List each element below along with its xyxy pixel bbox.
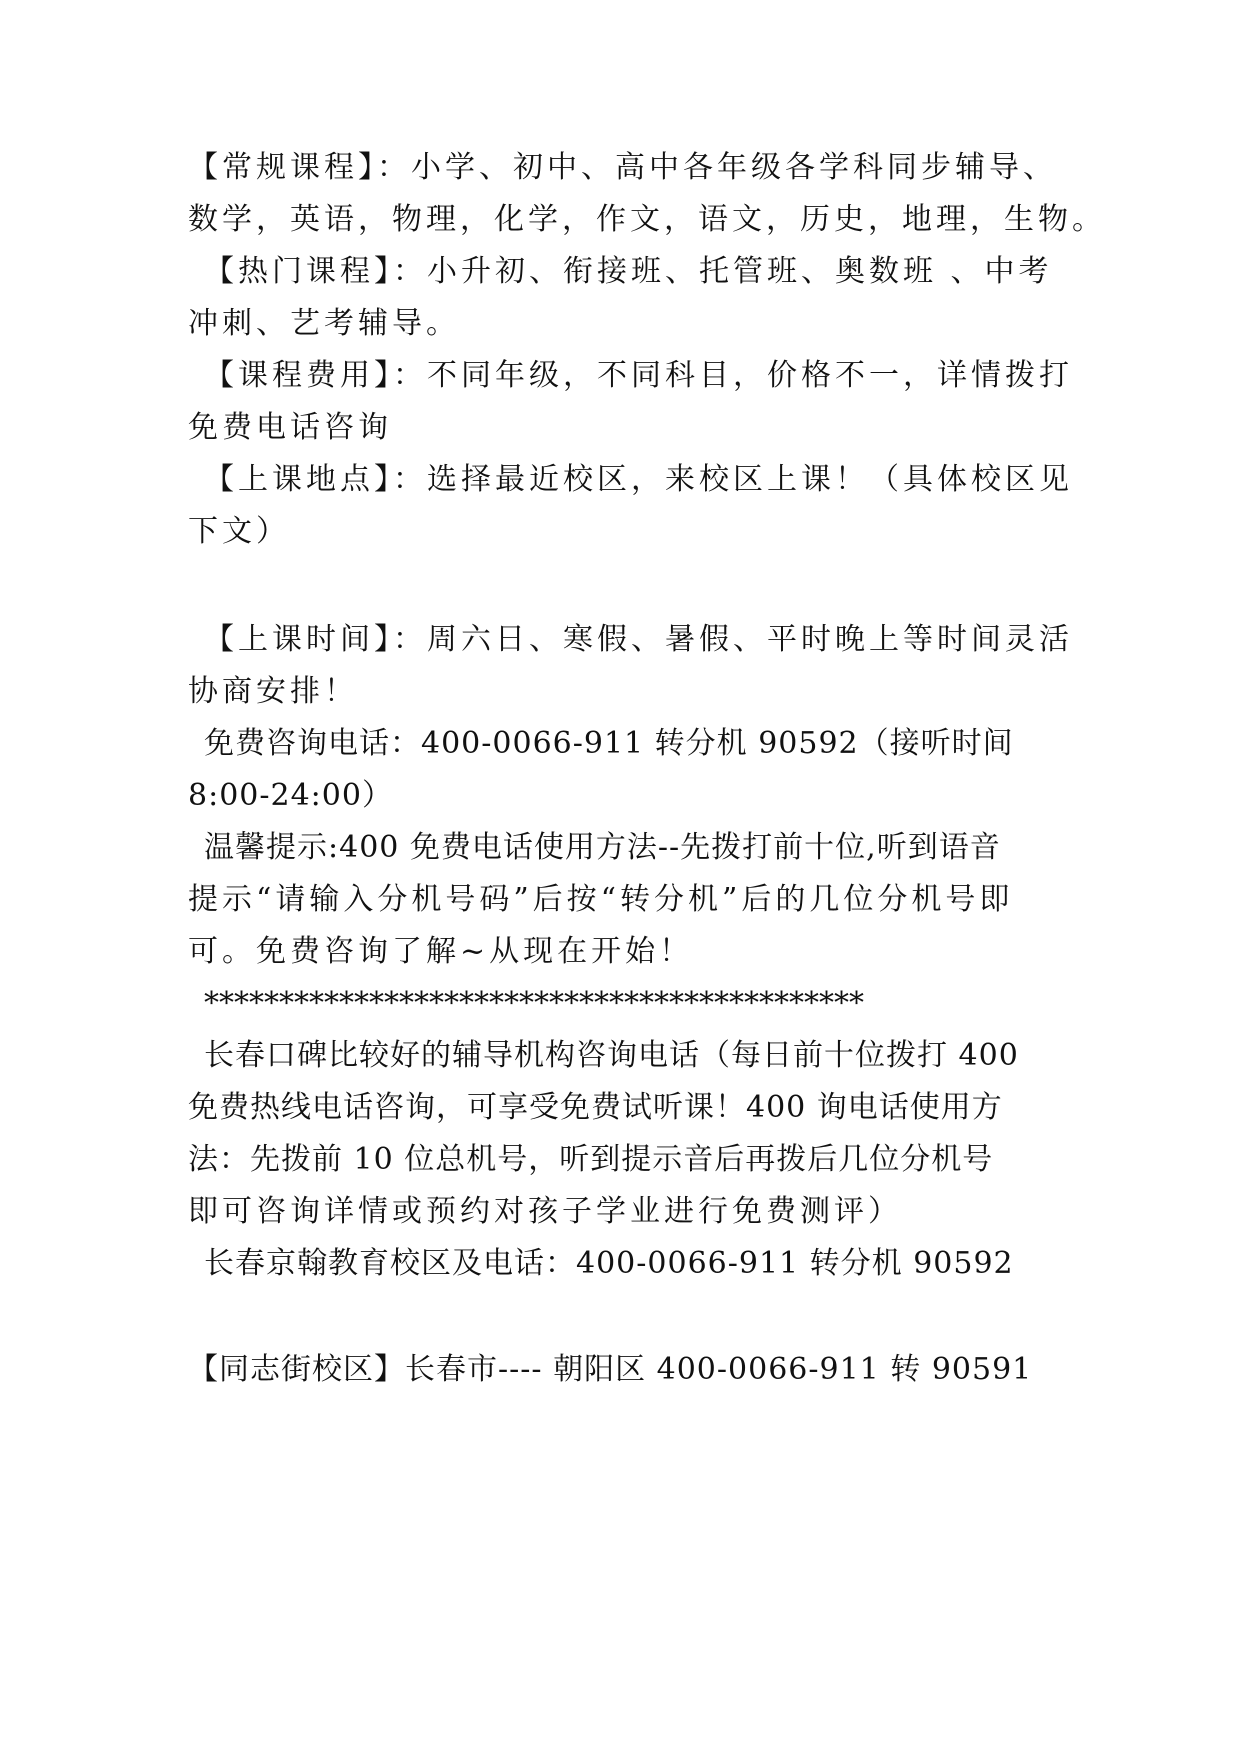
course-fee-line-2: 免费电话咨询: [188, 410, 392, 445]
class-location-line-2: 下文）: [188, 514, 290, 549]
institution-info-line-4: 即可咨询详情或预约对孩子学业进行免费测评）: [188, 1194, 902, 1229]
class-time-line-2: 协商安排！: [188, 674, 358, 709]
popular-courses-line-2: 冲刺、艺考辅导。: [188, 306, 460, 341]
class-location-line-1: 【上课地点】：选择最近校区，来校区上课！（具体校区见: [204, 462, 1073, 497]
tip-line-3: 可。免费咨询了解~从现在开始！: [188, 934, 694, 969]
consult-phone-line-1: 免费咨询电话：400-0066-911 转分机 90592（接听时间: [204, 726, 1014, 761]
course-fee-line-1: 【课程费用】：不同年级，不同科目，价格不一，详情拨打: [204, 358, 1073, 393]
popular-courses-line-1: 【热门课程】：小升初、衔接班、托管班、奥数班 、中考: [204, 254, 1053, 289]
tongzhijie-campus-line: 【同志街校区】长春市---- 朝阳区 400-0066-911 转 90591: [188, 1352, 1033, 1387]
class-time-line-1: 【上课时间】：周六日、寒假、暑假、平时晚上等时间灵活: [204, 622, 1073, 657]
regular-courses-line-1: 【常规课程】：小学、初中、高中各年级各学科同步辅导、: [188, 150, 1057, 185]
consult-phone-line-2: 8:00-24:00）: [188, 778, 393, 813]
regular-courses-line-2: 数学，英语，物理，化学，作文，语文，历史，地理，生物。: [188, 202, 1106, 237]
institution-info-line-1: 长春口碑比较好的辅导机构咨询电话（每日前十位拨打 400: [204, 1038, 1019, 1073]
tip-line-2: 提示“请输入分机号码”后按“转分机”后的几位分机号即: [188, 882, 1014, 917]
institution-info-line-3: 法：先拨前 10 位总机号，听到提示音后再拨后几位分机号: [188, 1142, 994, 1177]
separator-stars: ********************************************: [204, 986, 864, 1021]
institution-info-line-2: 免费热线电话咨询，可享受免费试听课！400 询电话使用方: [188, 1090, 1003, 1125]
tip-line-1: 温馨提示:400 免费电话使用方法--先拨打前十位,听到语音: [204, 830, 1001, 865]
campus-phone-line: 长春京翰教育校区及电话：400-0066-911 转分机 90592: [204, 1246, 1014, 1281]
